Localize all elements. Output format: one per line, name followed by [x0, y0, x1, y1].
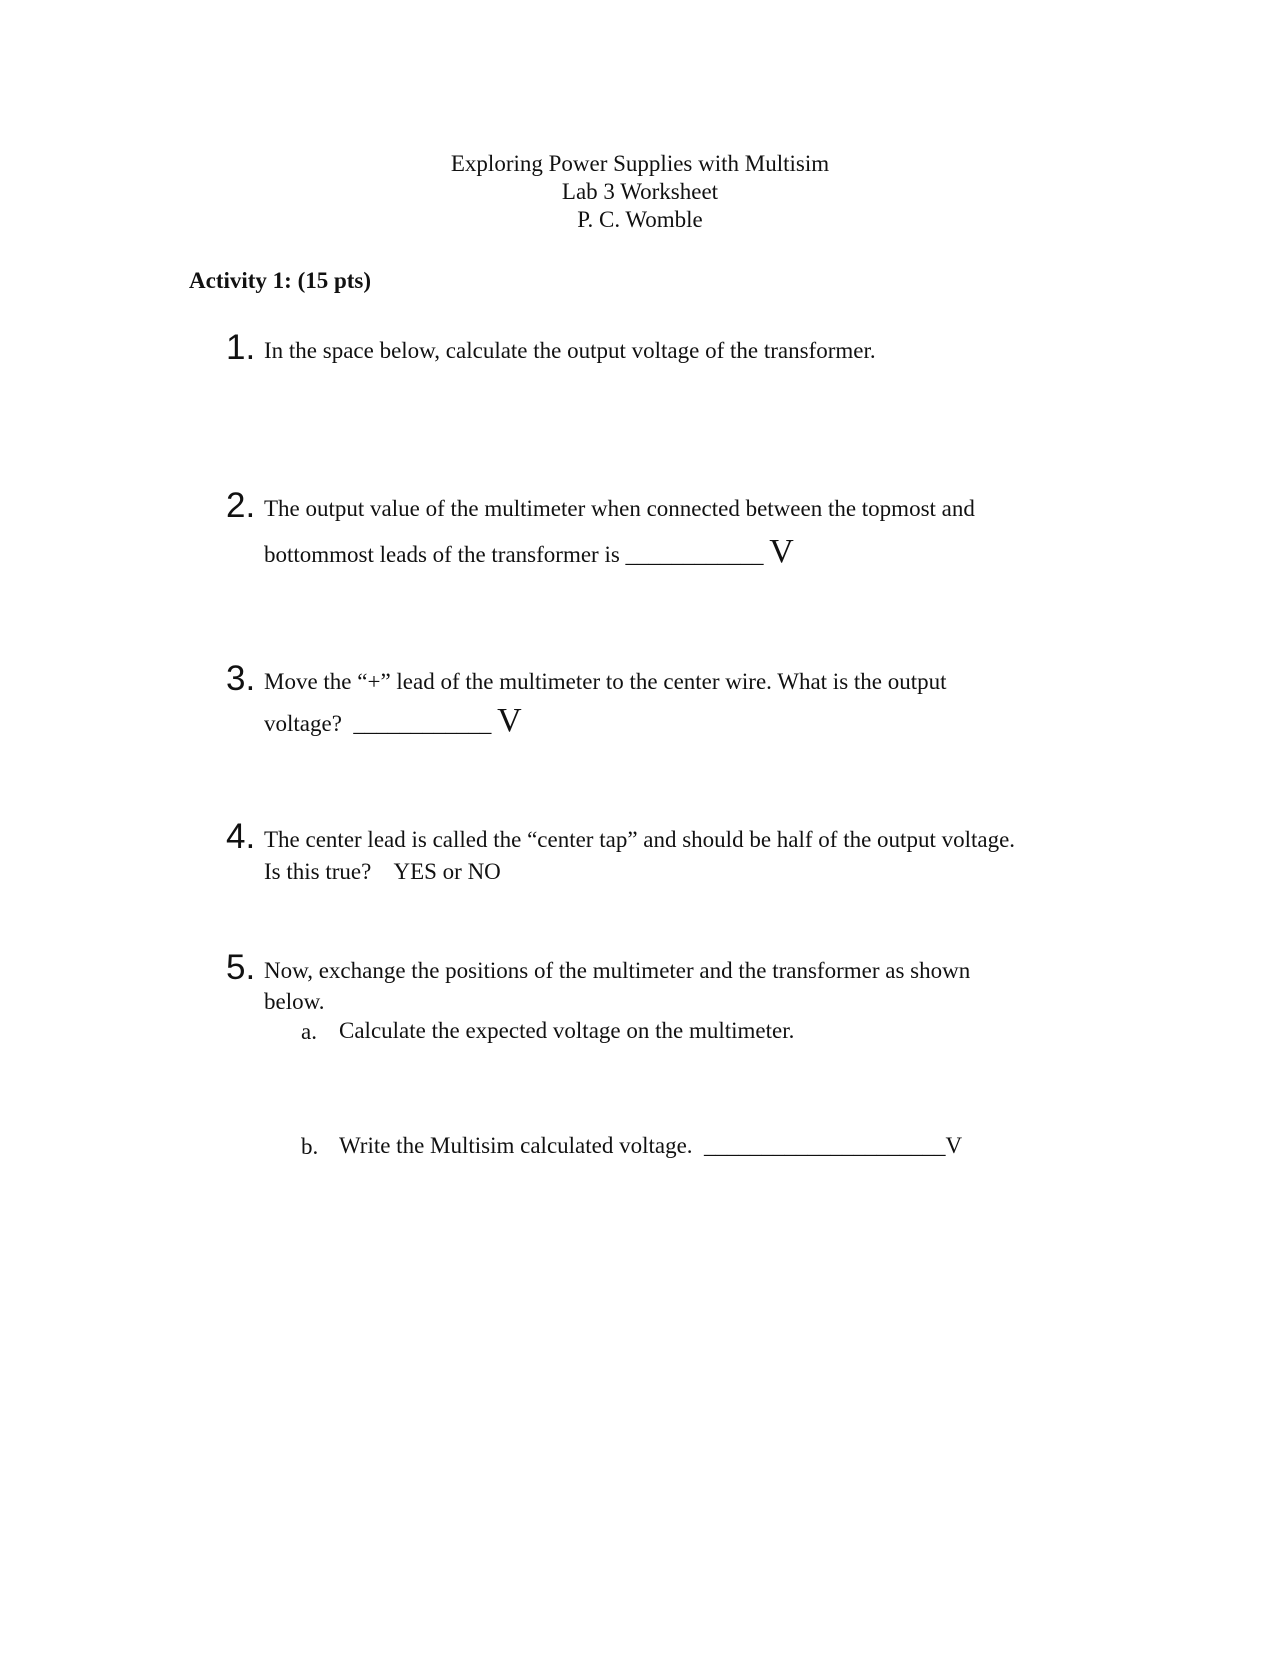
- question-2-text-line-1: The output value of the multimeter when connected between the topmost and: [264, 496, 975, 521]
- question-4-text-line-1: The center lead is called the “center tap” and should be half of the output voltage.: [264, 827, 1016, 852]
- document-title: Exploring Power Supplies with Multisim: [450, 151, 830, 176]
- question-1-text: In the space below, calculate the output voltage of the transformer.: [264, 338, 876, 363]
- question-2-number: 2.: [226, 486, 256, 525]
- question-4-text-line-2: Is this true? YES or NO: [264, 859, 501, 884]
- question-5b-label: b.: [301, 1134, 319, 1159]
- question-2-text-line-2: [264, 533, 794, 570]
- question-5-text-line-1: Now, exchange the positions of the multimeter and the transformer as shown: [264, 958, 971, 983]
- question-3-text-line-2: [264, 702, 522, 739]
- question-5b-text: Write the Multisim calculated voltage. _____________________V: [339, 1133, 963, 1158]
- question-2-unit: V: [769, 533, 794, 570]
- document-author: P. C. Womble: [577, 207, 703, 232]
- question-3-unit: V: [497, 702, 522, 739]
- question-5-text-line-2: below.: [264, 989, 325, 1014]
- question-3-text-line-1: Move the “+” lead of the multimeter to the center wire. What is the output: [264, 669, 947, 694]
- document-subtitle: Lab 3 Worksheet: [561, 179, 719, 204]
- question-3-number: 3.: [226, 659, 256, 698]
- question-5-number: 5.: [226, 948, 256, 987]
- document-header: [0, 150, 1280, 234]
- question-2-answer-line: bottommost leads of the transformer is ____________: [264, 542, 764, 567]
- question-5a-text: Calculate the expected voltage on the multimeter.: [339, 1018, 795, 1043]
- activity-heading: Activity 1: (15 pts): [189, 268, 372, 293]
- question-4-number: 4.: [226, 817, 256, 856]
- question-3-answer-line: voltage? ____________: [264, 711, 492, 736]
- question-1-number: 1.: [226, 328, 256, 367]
- question-5a-label: a.: [301, 1019, 317, 1044]
